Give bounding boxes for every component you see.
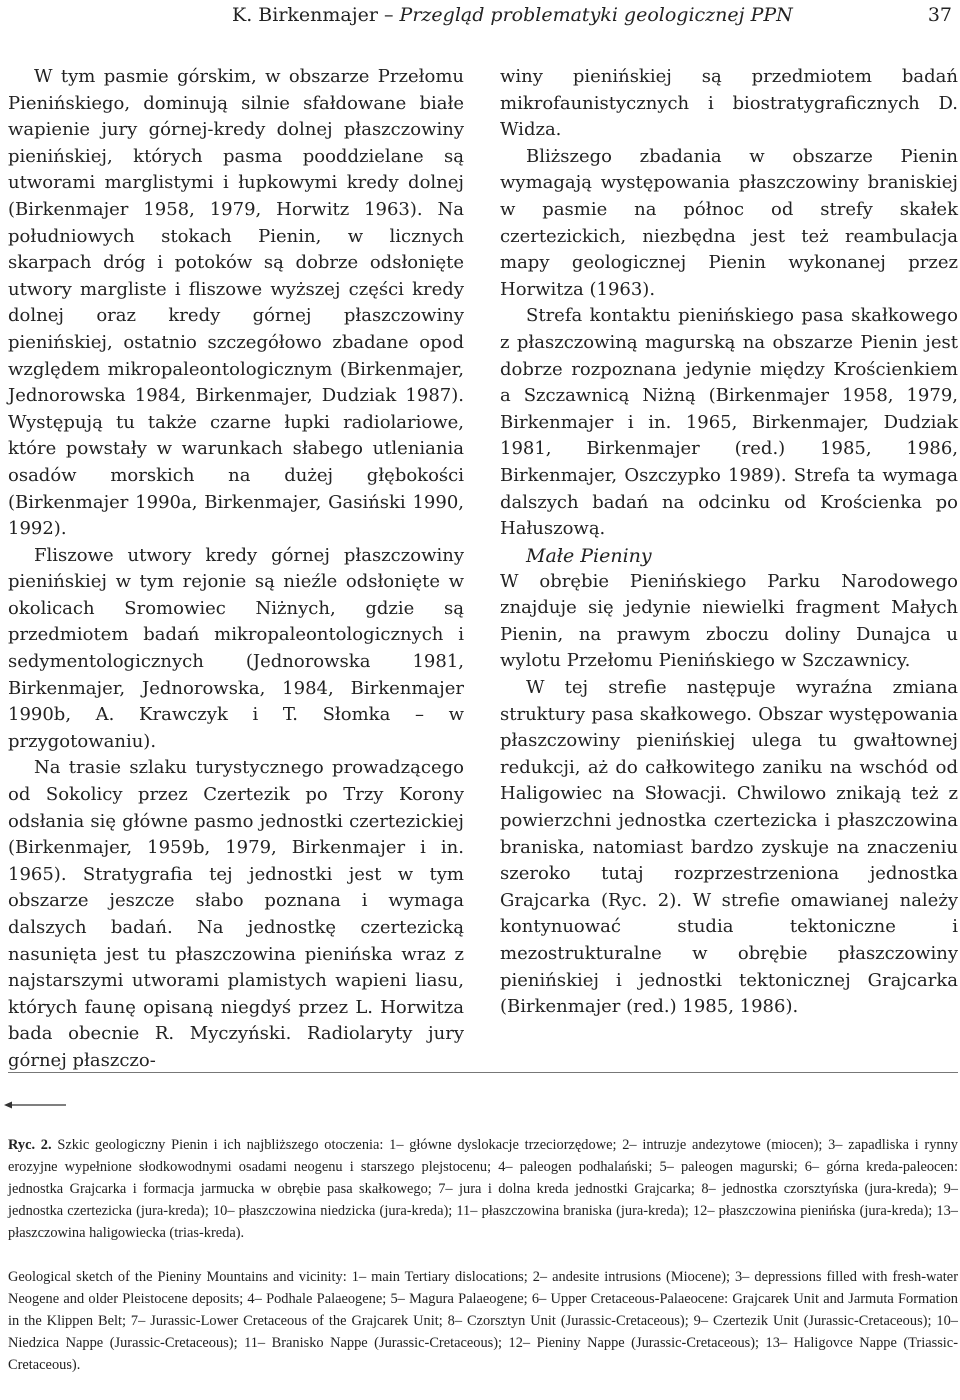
caption-text-english: Geological sketch of the Pieniny Mountains and vicinity: 1– main Tertiary dislocations; 2– andesite intrusions (Miocene); 3– depressions filled with fresh-water Neogene and older Pleistocene deposits; 4– Podhale Palaeogene; 5– Magura Palaeogene; 6– Upper Cretaceous-Palaeocene: Grajcarek Unit and Jarmuta Formation in the Klippen Belt; 7– Jurassic-Lower Cretaceous of the Grajcarek Unit; 8– Czorsztyn Unit (Jurassic-Cretaceous); 9– Czertezik Unit (Jurassic-Cretaceous); 10– Niedzica Nappe (Jurassic-Cretaceous); 11– Branisko Nappe (Jurassic-Cretaceous); 12– Pieniny Nappe (Jurassic-Cretaceous); 13– Haligovce Nappe (Triassic-Cretaceous). [8, 1269, 958, 1373]
paragraph-continuation: winy pienińskiej są przedmiotem badań mikrofaunistycznych i biostratygraficznych D. Widza. [500, 66, 958, 141]
figure-label: Ryc. 2. [8, 1137, 52, 1153]
section-heading: Małe Pieniny [526, 544, 652, 567]
paragraph: W tej strefie następuje wyraźna zmiana struktury pasa skałkowego. Obszar występowania płaszczowiny pienińskiej ulega tu gwałtownej redukcji, aż do całkowitego zaniku na wschód od Haligowiec na Słowacji. Chwilowo znikają też z powierzchni jednostka czertezicka i płaszczowina braniska, natomiast bardzo zyskuje na znaczeniu szeroko tutaj rozprzestrzeniona jednostka Grajcarka (Ryc. 2). W strefie omawianej należy kontynuować studia tektoniczne i mezostrukturalne w obrębie płaszczowiny pienińskiej i jednostki tektonicznej Grajcarka (Birkenmajer (red.) 1985, 1986). [500, 677, 958, 1018]
paragraph: W obrębie Pienińskiego Parku Narodowego znajduje się jedynie niewielki fragment Małych Pienin, na prawym zboczu doliny Dunajca u wylotu Przełomu Pienińskiego w Szczawnicy. [500, 570, 958, 672]
page-number: 37 [927, 4, 952, 26]
arrow-left-icon [4, 1098, 68, 1112]
paragraph: Strefa kontaktu pienińskiego pasa skałkowego z płaszczowiną magurską na obszarze Pienin jest dobrze rozpoznana jedynie między Krościenkiem a Szczawnicą Niżną (Birkenmajer 1958, 1979, Birkenmajer i in. 1965, Birkenmajer, Dudziak 1981, Birkenmajer (red.) 1985, 1986, Birkenmajer, Oszczypko 1989). Strefa ta wymaga dalszych badań na odcinku od Krościenka po Hałuszową. [500, 305, 958, 540]
paragraph: Fliszowe utwory kredy górnej płaszczowiny pienińskiej w tym rejonie są nieźle odsłonięte w okolicach Sromowiec Niżnych, gdzie są przedmiotem badań mikropaleontologicznych i sedymentologicznych (Jednorowska 1981, Birkenmajer, Jednorowska, 1984, Birkenmajer 1990b, A. Krawczyk i T. Słomka – w przygotowaniu). [8, 544, 464, 752]
header-title: Przegląd problematyki geologicznej PPN [399, 4, 793, 26]
figure-caption-polish [8, 1134, 958, 1244]
paragraph: Na trasie szlaku turystycznego prowadzącego od Sokolicy przez Czertezik po Trzy Korony odsłania się główne pasmo jednostki czertezickiej (Birkenmajer, 1959b, 1979, Birkenmajer i in. 1965). Stratygrafia tej jednostki jest w tym obszarze jeszcze słabo poznana i wymaga dalszych badań. Na jednostkę czertezicką nasunięta jest tu płaszczowina pienińska wraz z najstarszymi utworami plamistych wapieni liasu, których faunę opisaną niegdyś przez L. Horwitza bada obecnie R. Myczyński. Radiolaryty jury górnej płaszczo- [8, 757, 464, 1071]
right-column [500, 64, 958, 1021]
header-author: K. Birkenmajer – [232, 4, 400, 26]
paragraph: Bliższego zbadania w obszarze Pienin wymagają występowania płaszczowiny braniskiej w pasmie na północ od strefy skałek czertezickich, niezbędna jest też reambulacja mapy geologicznej Pienin wykonanej przez Horwitza (1963). [500, 145, 958, 300]
caption-text-polish: Szkic geologiczny Pienin i ich najbliższego otoczenia: 1– główne dyslokacje trzeciorzędowe; 2– intruzje andezytowe (miocen); 3– zapadliska i rynny erozyjne wypełnione słodkowodnymi osadami neogenu i starszego plejstocenu; 4– paleogen podhalański; 5– paleogen magurski; 6– górna kreda-paleocen: jednostka Grajcarka i formacja jarmucka w obrębie pasa skałkowego; 7– jura i dolna kreda jednostki Grajcarka; 8– jednostka czorsztyńska (jura-kreda); 9– jednostka czertezicka (jura-kreda); 10– płaszczowina niedzicka (jura-kreda); 11– płaszczowina braniska (jura-kreda); 12– płaszczowina pienińska (jura-kreda); 13– płaszczowina haligowiecka (trias-kreda). [8, 1137, 958, 1241]
paragraph: W tym pasmie górskim, w obszarze Przełomu Pienińskiego, dominują silnie sfałdowane białe wapienie jury górnej-kredy dolnej płaszczowiny pienińskiej, których pasma pooddzielane są utworami marglistymi i łupkowymi kredy dolnej (Birkenmajer 1958, 1979, Horwitz 1963). Na południowych stokach Pienin, w licznych skarpach dróg i potoków są dobrze odsłonięte utwory margliste i fliszowe wyższej części kredy dolnej oraz kredy górnej płaszczowiny pienińskiej, ostatnio szczegółowo zbadane opod względem mikropaleontologicznym (Birkenmajer, Jednorowska 1984, Birkenmajer, Dudziak 1987). Występują tu także czarne łupki radiolariowe, które powstały w warunkach słabego utleniania osadów morskich na dużej głębokości (Birkenmajer 1990a, Birkenmajer, Gasiński 1990, 1992). [8, 66, 464, 540]
figure-caption-english [8, 1266, 958, 1376]
left-column [8, 64, 464, 1075]
running-head [232, 0, 952, 30]
caption-divider [8, 1072, 958, 1073]
